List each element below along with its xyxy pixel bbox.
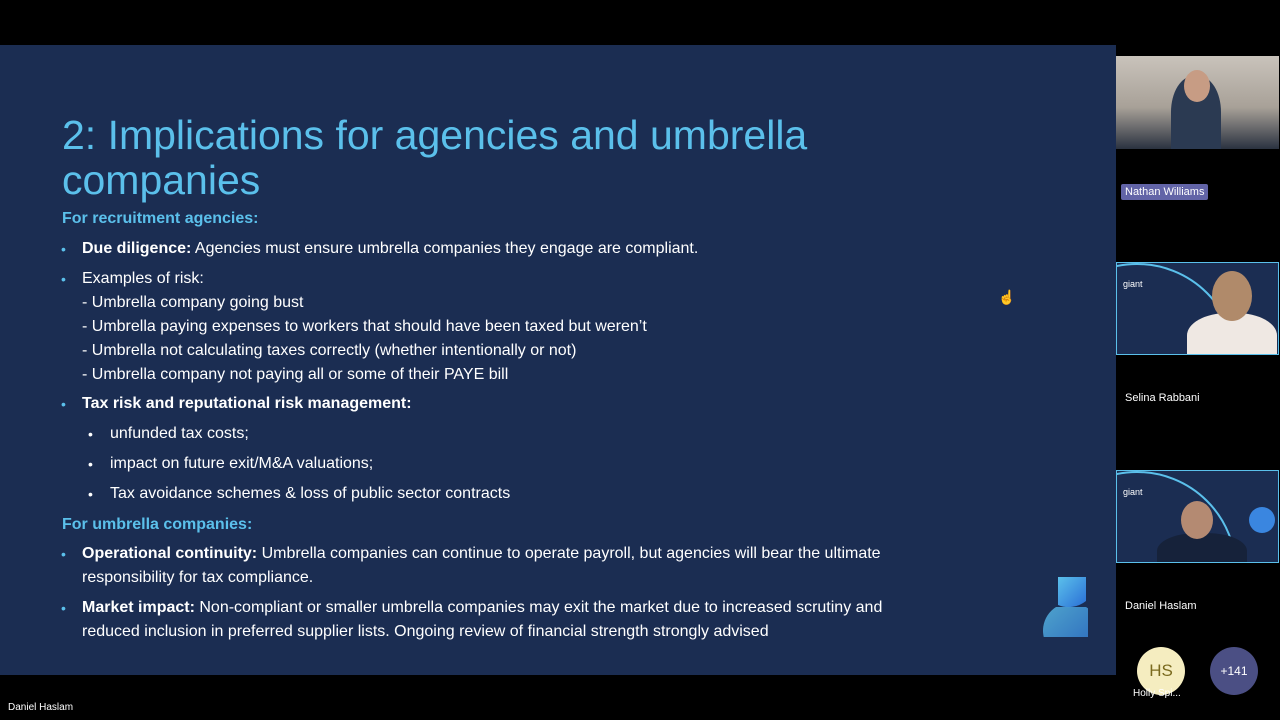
slide-title: 2: Implications for agencies and umbrella companies (62, 112, 808, 203)
speaking-badge: Nathan Williams (1121, 184, 1208, 200)
bullet (61, 267, 922, 387)
bullet-text: impact on future exit/M&A valuations; (110, 455, 374, 472)
participant-face (1184, 70, 1210, 102)
giant-logo-icon (1249, 507, 1275, 533)
sub-bullet (88, 422, 950, 446)
bullet-icon: • (88, 486, 93, 502)
bullet-text: Agencies must ensure umbrella companies they engage are compliant. (191, 240, 699, 257)
participant-video-nathan[interactable] (1116, 56, 1279, 149)
section-heading: For umbrella companies: (62, 516, 253, 533)
participant-video-daniel[interactable] (1116, 470, 1279, 563)
avatar-initials: HS (1149, 661, 1173, 680)
participant-face (1181, 501, 1213, 539)
giant-brand-logo: giant (1123, 279, 1143, 289)
bullet (61, 392, 922, 416)
participant-name: Selina Rabbani (1125, 392, 1200, 404)
giant-logo-icon (1028, 573, 1088, 637)
more-count: +141 (1220, 664, 1248, 678)
avatar-name: Holly Spi... (1133, 688, 1181, 699)
risk-line: - Umbrella company going bust (82, 294, 304, 311)
sub-bullet (88, 452, 950, 476)
cursor-icon: ☝ (998, 289, 1016, 305)
bullet-text: Non-compliant or smaller umbrella companies may exit the market due to increased scrutiny and reduced inclusion in preferred supplier lists. Ongoing review of financial strength strongly advised (82, 599, 883, 640)
bullet-icon: • (88, 426, 93, 442)
risk-line: - Umbrella company not paying all or some of their PAYE bill (82, 366, 509, 383)
participant-name: Daniel Haslam (1125, 600, 1197, 612)
giant-brand-logo: giant (1123, 487, 1143, 497)
bullet (61, 542, 922, 590)
bullet-icon: • (61, 271, 66, 287)
bullet-text: Umbrella companies can continue to operate payroll, but agencies will bear the ultimate responsibility for tax compliance. (82, 545, 881, 586)
bullet-bold: Due diligence: (82, 240, 192, 257)
participant-face (1212, 271, 1252, 321)
bullet-text: unfunded tax costs; (110, 425, 249, 442)
bullet-icon: • (88, 456, 93, 472)
bullet-icon: • (61, 241, 66, 257)
bullet-bold: Tax risk and reputational risk management: (82, 395, 412, 412)
shared-slide (0, 45, 1116, 675)
section-heading: For recruitment agencies: (62, 210, 259, 227)
bullet-icon: • (61, 396, 66, 412)
bullet-text: Tax avoidance schemes & loss of public sector contracts (110, 485, 511, 502)
presenter-name: Daniel Haslam (8, 702, 74, 713)
bullet-bold: Operational continuity: (82, 545, 258, 562)
sub-bullet (88, 482, 950, 506)
risk-line: - Umbrella not calculating taxes correctly (whether intentionally or not) (82, 342, 577, 359)
participant-video-selina[interactable] (1116, 262, 1279, 355)
bullet (61, 596, 922, 644)
risk-line: - Umbrella paying expenses to workers that should have been taxed but weren’t (82, 318, 647, 335)
participant-name (1121, 186, 1208, 198)
bullet (61, 237, 922, 261)
bullet-bold: Market impact: (82, 599, 195, 616)
bullet-icon: • (61, 546, 66, 562)
bullet-text: Examples of risk: (82, 270, 204, 287)
bullet-icon: • (61, 600, 66, 616)
more-participants-button[interactable] (1210, 647, 1258, 695)
